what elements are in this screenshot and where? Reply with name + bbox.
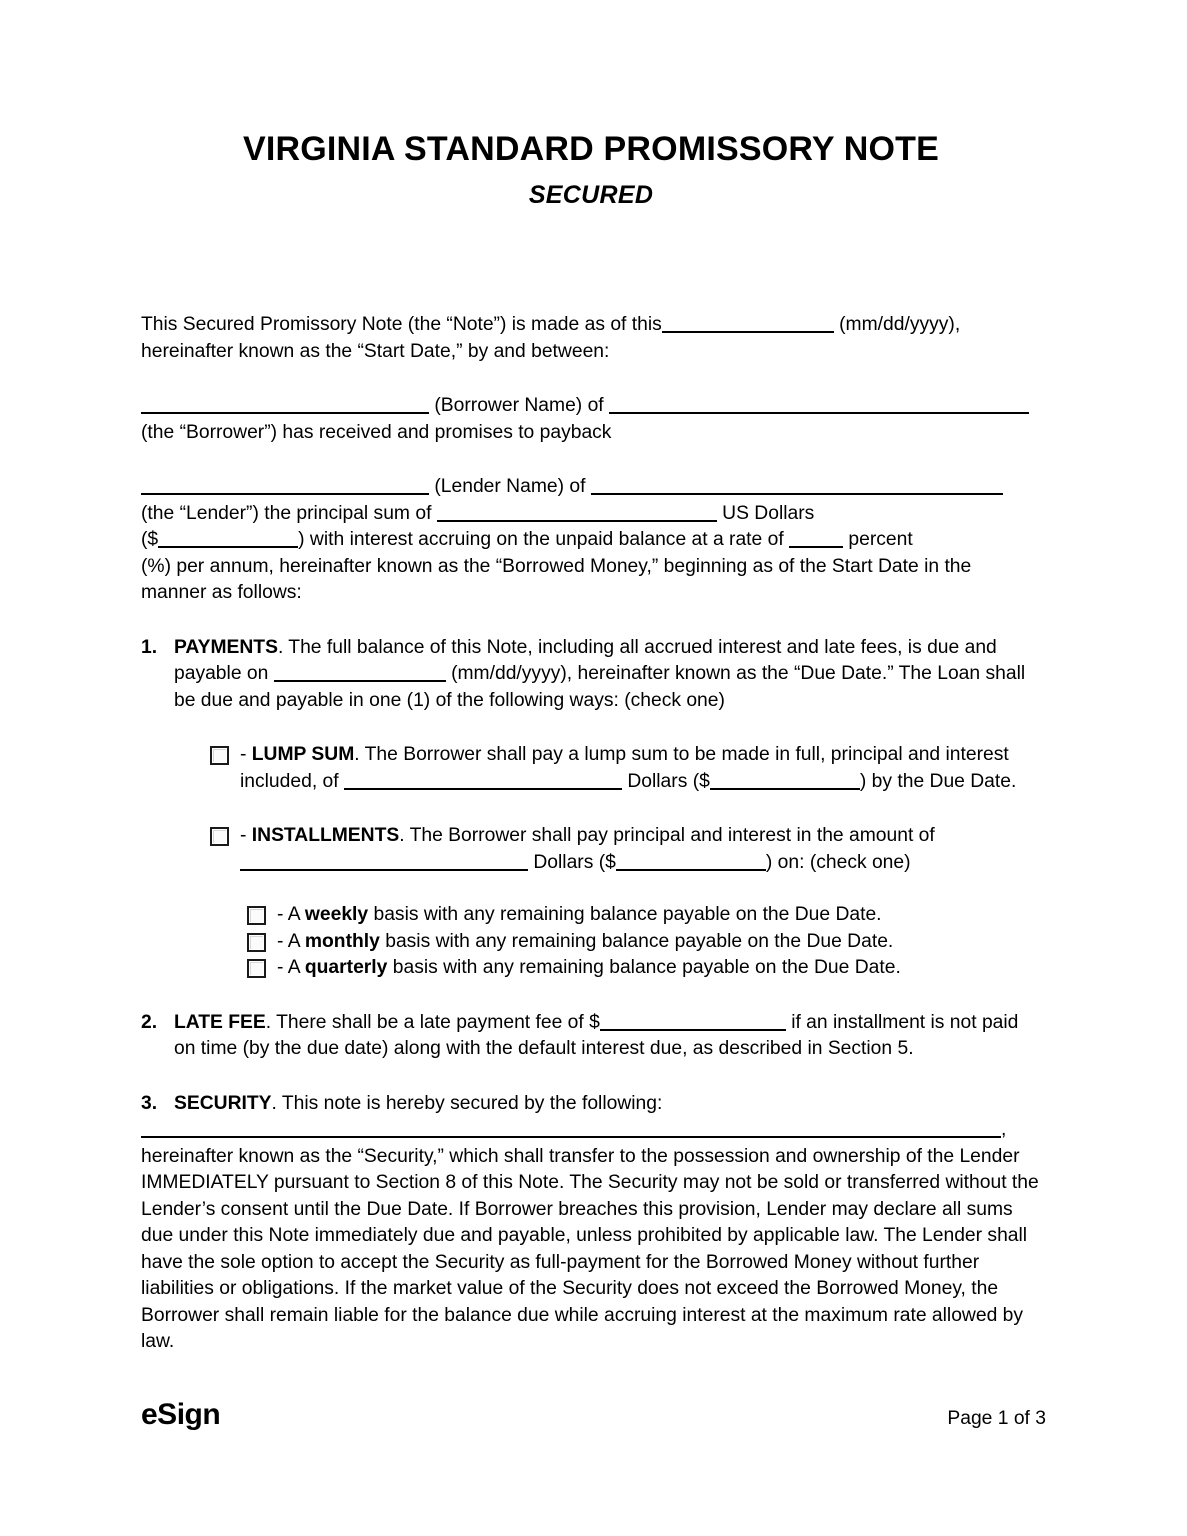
page-number: Page 1 of 3 <box>947 1408 1046 1429</box>
section-late-fee-text-b: if an installment is not paid on time (by the due date) along with the default interest due, as described in Section 5. <box>174 1011 1019 1060</box>
dollar-sign-open: ($ <box>141 529 159 551</box>
checkbox-quarterly-wrap[interactable] <box>247 959 267 986</box>
section-late-fee-number: 2. <box>141 1011 158 1033</box>
borrower-address-blank[interactable] <box>609 395 1029 414</box>
checkbox-icon[interactable] <box>247 906 266 925</box>
installments-dash: - <box>240 825 247 847</box>
lump-sum-label: LUMP SUM <box>251 744 355 766</box>
option-installments[interactable] <box>210 823 1041 876</box>
section-late-fee <box>141 1010 1041 1063</box>
page-footer <box>141 1398 1046 1432</box>
installments-text-a: . The Borrower shall pay principal and interest in the amount of <box>399 825 935 847</box>
checkbox-icon[interactable] <box>210 746 229 765</box>
lump-sum-amount-blank[interactable] <box>710 771 860 790</box>
installments-words-blank[interactable] <box>240 852 528 871</box>
checkbox-lump-sum-wrap[interactable] <box>210 746 230 773</box>
section-security-title: SECURITY <box>174 1092 272 1114</box>
lender-line <box>141 474 1041 501</box>
lump-sum-dash: - <box>240 744 247 766</box>
percent-label: percent <box>848 529 913 551</box>
due-date-blank[interactable] <box>274 663 446 682</box>
section-late-fee-text-a: . There shall be a late payment fee of $ <box>265 1011 600 1033</box>
interest-text: ) with interest accruing on the unpaid balance at a rate of <box>298 529 784 551</box>
weekly-suffix: basis with any remaining balance payable on the Due Date. <box>373 904 882 926</box>
section-security <box>141 1091 1041 1118</box>
security-body-paragraph: hereinafter known as the “Security,” which shall transfer to the possession and ownership of the Lender IMMEDIATELY pursuant to Section 8 of this Note. The Security may not be sold or transferred without the Lender’s consent until the Due Date. If Borrower breaches this provision, Lender may declare all sums due under this Note immediately due and payable, unless prohibited by applicable law. The Lender shall have the sole option to accept the Security as full-payment for the Borrowed Money without further liabilities or obligations. If the market value of the Security does not exceed the Borrowed Money, the Borrower shall remain liable for the balance due while accruing interest at the maximum rate allowed by law. <box>141 1145 1039 1353</box>
monthly-label: monthly <box>304 930 380 952</box>
borrower-name-blank[interactable] <box>141 395 429 414</box>
lump-sum-text-c: ) by the Due Date. <box>859 770 1017 792</box>
security-description-blank[interactable] <box>141 1119 1001 1138</box>
installments-amount-blank[interactable] <box>616 852 766 871</box>
principal-amount-blank[interactable] <box>158 529 298 548</box>
quarterly-dash: - <box>277 957 284 979</box>
monthly-dash: - <box>277 930 284 952</box>
borrower-received-line: (the “Borrower”) has received and promises to payback <box>141 421 612 443</box>
weekly-prefix: A <box>287 904 300 926</box>
frequency-option-list <box>141 902 1041 982</box>
checkbox-icon[interactable] <box>247 933 266 952</box>
principal-sum-label: (the “Lender”) the principal sum of <box>141 502 432 524</box>
section-payments-number: 1. <box>141 636 158 658</box>
section-payments-text-a: . The full balance of this Note, including all accrued interest and late fees, is due and payable on <box>174 636 997 685</box>
start-date-blank[interactable] <box>662 314 834 333</box>
monthly-prefix: A <box>287 930 300 952</box>
section-security-text-a: . This note is hereby secured by the following: <box>271 1092 663 1114</box>
lump-sum-words-blank[interactable] <box>344 771 622 790</box>
esign-logo: eSign <box>141 1398 221 1431</box>
checkbox-installments-wrap[interactable] <box>210 827 230 854</box>
quarterly-label: quarterly <box>304 957 388 979</box>
installments-text-c: ) on: (check one) <box>765 851 911 873</box>
intro-paragraph <box>141 312 1041 365</box>
security-comma: , <box>1001 1119 1007 1141</box>
option-lump-sum[interactable] <box>210 742 1041 795</box>
page-title: VIRGINIA STANDARD PROMISSORY NOTE <box>242 130 940 168</box>
lender-address-blank[interactable] <box>591 476 1003 495</box>
option-weekly[interactable] <box>247 902 1041 929</box>
lender-name-label: (Lender Name) of <box>434 476 586 498</box>
borrower-block <box>141 393 1041 446</box>
installments-label: INSTALLMENTS <box>251 825 400 847</box>
quarterly-prefix: A <box>287 957 300 979</box>
weekly-label: weekly <box>304 904 369 926</box>
checkbox-icon[interactable] <box>247 959 266 978</box>
option-monthly[interactable] <box>247 929 1041 956</box>
borrower-name-label: (Borrower Name) of <box>434 395 604 417</box>
weekly-dash: - <box>277 904 284 926</box>
borrower-line <box>141 393 1041 420</box>
lump-sum-text-b: Dollars ($ <box>627 770 710 792</box>
section-payments-title: PAYMENTS <box>174 636 278 658</box>
security-description-line <box>141 1117 1041 1144</box>
section-security-number: 3. <box>141 1092 158 1114</box>
section-late-fee-title: LATE FEE <box>174 1011 266 1033</box>
quarterly-suffix: basis with any remaining balance payable on the Due Date. <box>392 957 901 979</box>
installments-text-b: Dollars ($ <box>533 851 616 873</box>
option-quarterly[interactable] <box>247 955 1041 982</box>
principal-sum-words-blank[interactable] <box>437 503 717 522</box>
late-fee-amount-blank[interactable] <box>600 1012 786 1031</box>
lender-name-blank[interactable] <box>141 476 429 495</box>
document-content <box>141 130 1041 1356</box>
section-payments-text-b: (mm/dd/yyyy), hereinafter known as the “Due Date.” The Loan shall be due and payable in one (1) of the following ways: (check one) <box>174 663 1026 711</box>
lender-block <box>141 474 1041 607</box>
checkbox-icon[interactable] <box>210 827 229 846</box>
section-payments <box>141 635 1041 715</box>
interest-rate-line <box>141 527 1041 554</box>
lump-sum-text-a: . The Borrower shall pay a lump sum to be made in full, principal and interest included, of <box>240 744 1009 792</box>
intro-start-date-line <box>141 312 1041 365</box>
borrowed-money-line: (%) per annum, hereinafter known as the “Borrowed Money,” beginning as of the Start Date in the manner as follows: <box>141 555 972 604</box>
intro-text-b: (mm/dd/yyyy), hereinafter known as the “Start Date,” by and between: <box>141 314 961 362</box>
principal-sum-line <box>141 501 1041 528</box>
monthly-suffix: basis with any remaining balance payable on the Due Date. <box>385 930 894 952</box>
interest-rate-blank[interactable] <box>789 529 843 548</box>
intro-text-a: This Secured Promissory Note (the “Note”) is made as of this <box>141 314 662 336</box>
page-subtitle: SECURED <box>528 181 654 210</box>
us-dollars-label: US Dollars <box>722 502 815 524</box>
